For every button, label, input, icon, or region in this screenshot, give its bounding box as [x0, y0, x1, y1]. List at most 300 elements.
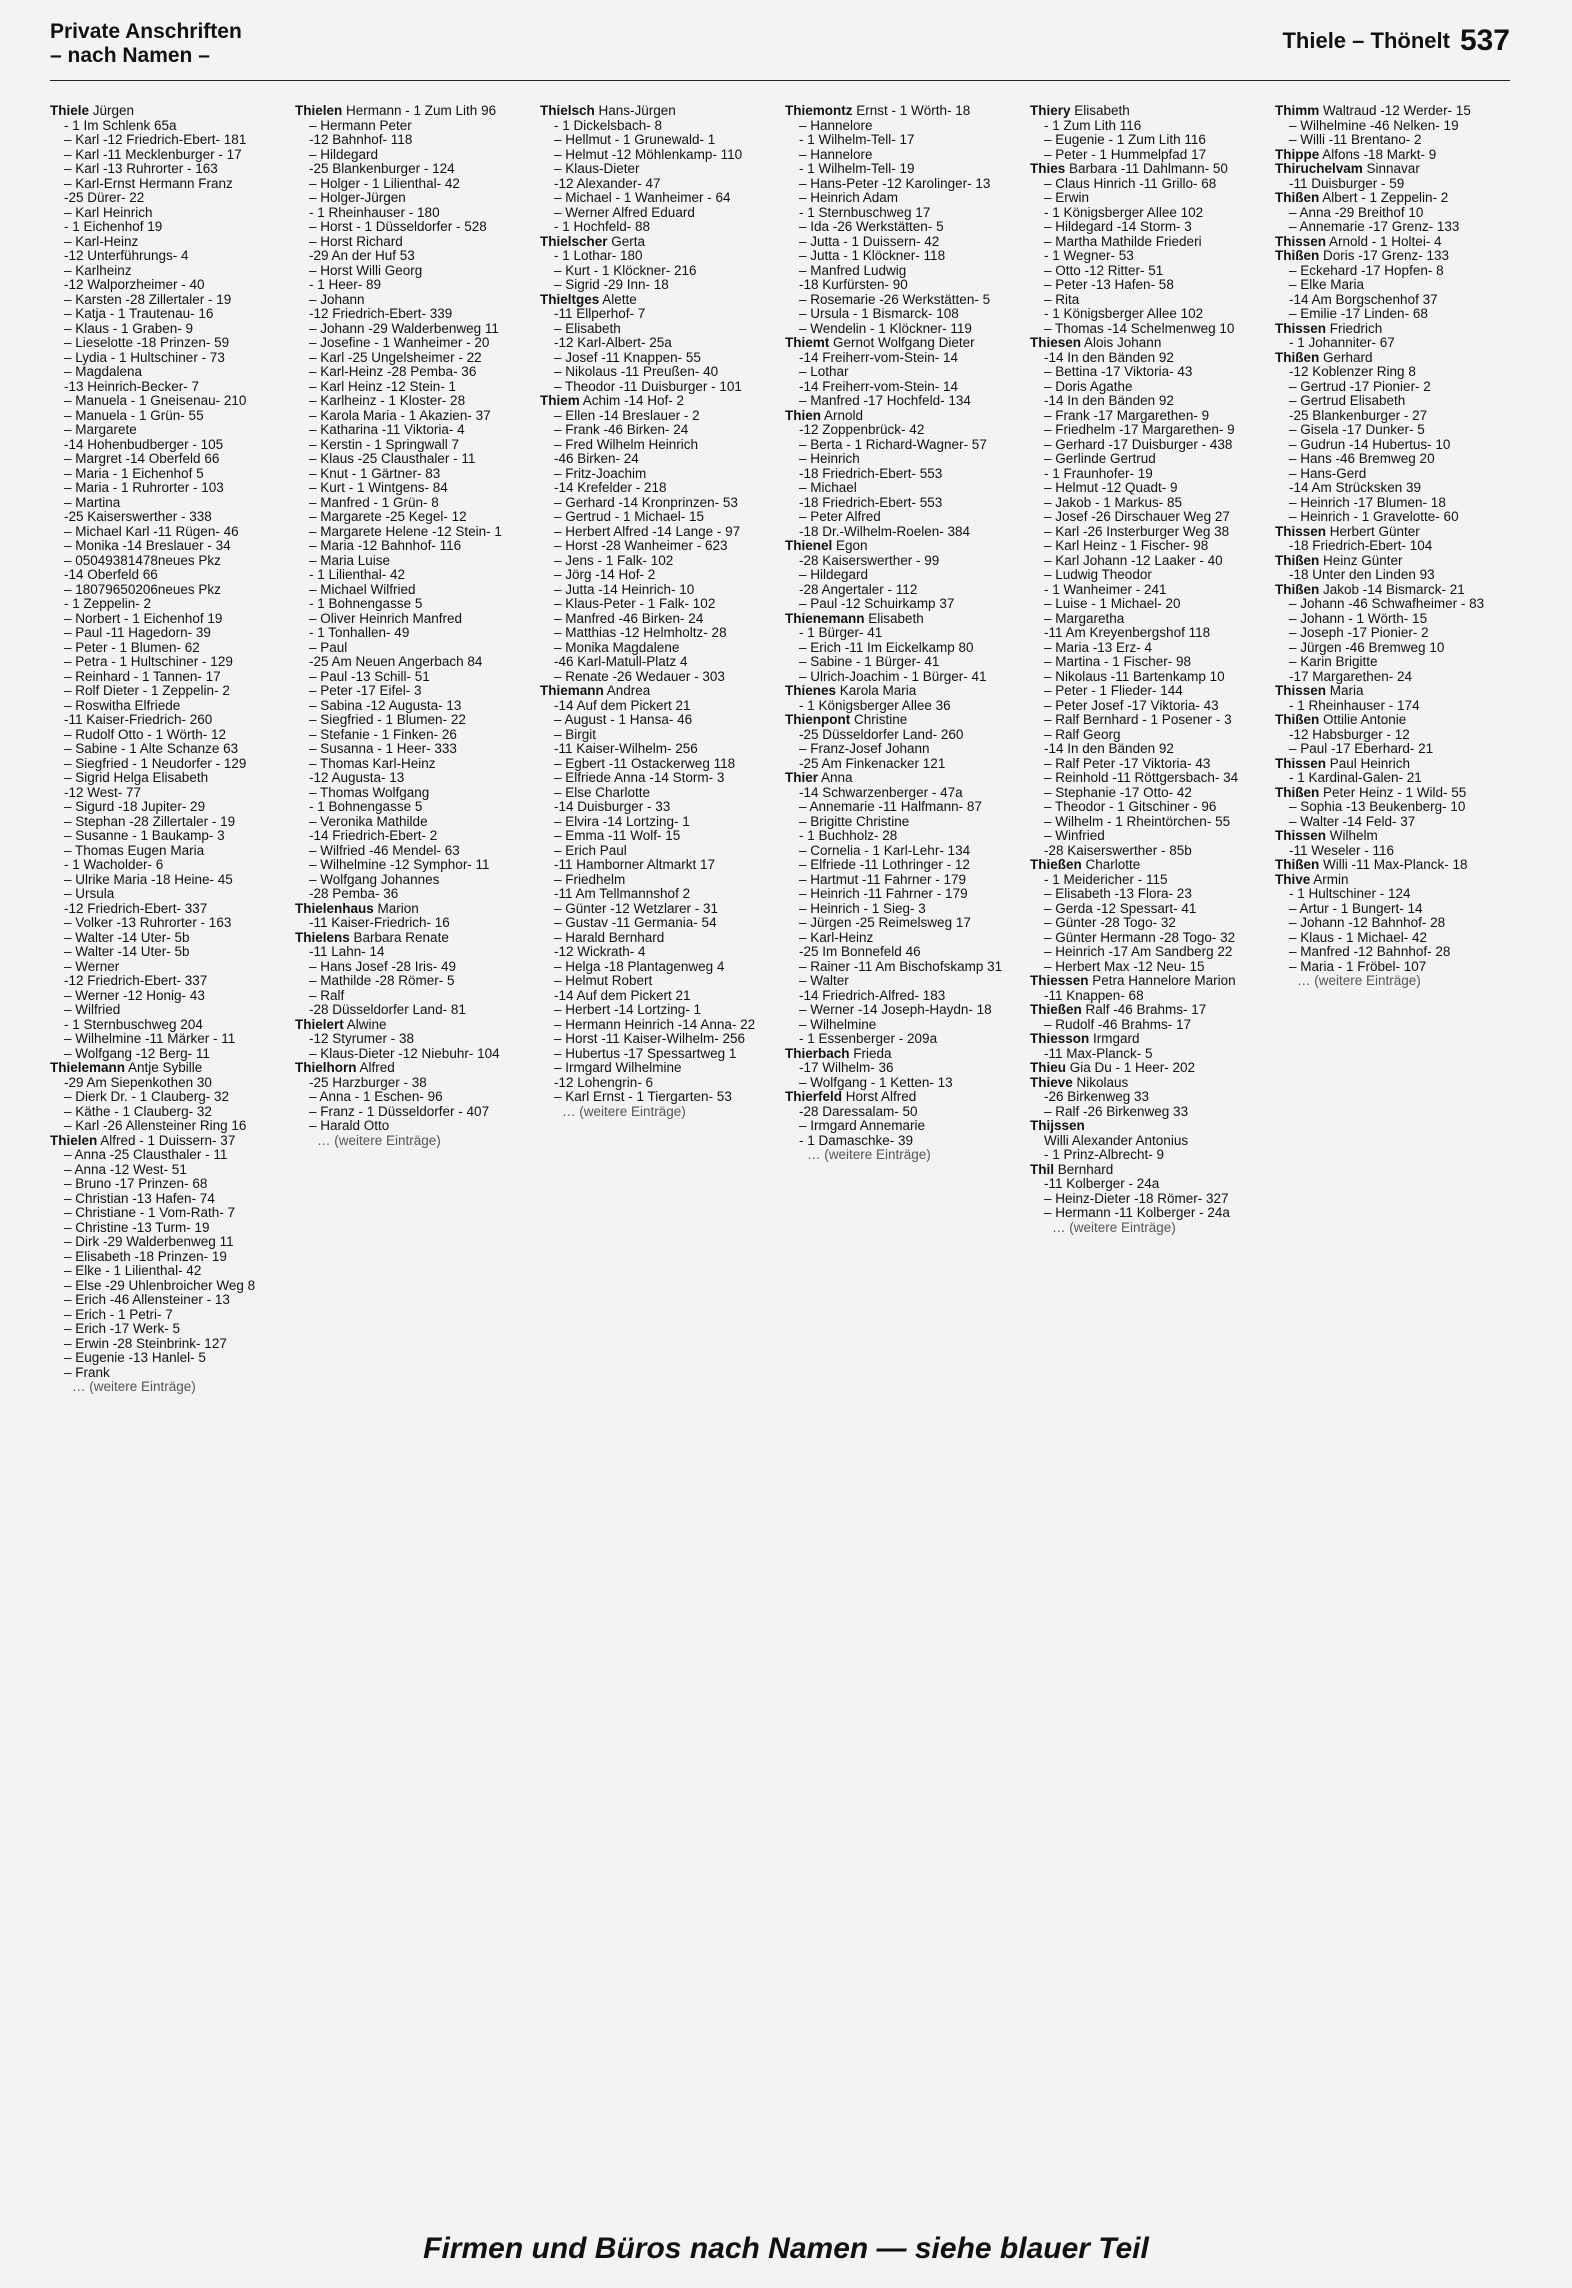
directory-entry-line: – Josef -11 Knappen- 55 — [554, 349, 701, 365]
surname: Thielen — [295, 103, 343, 118]
directory-entry-line: – Peter Alfred — [799, 509, 881, 524]
directory-entry-line: -14 Krefelder - 218 — [554, 480, 667, 495]
directory-entry-line: – Erwin — [1044, 190, 1090, 205]
directory-entry-line: – Maria - 1 Ruhrorter - 103 — [64, 480, 224, 495]
surname: Thippe — [1275, 146, 1320, 162]
directory-entry-line: – Rita — [1044, 291, 1080, 307]
surname: Thiruchelvam — [1275, 161, 1363, 176]
surname: Thißen — [1275, 248, 1320, 263]
directory-entry-line: -12 Styrumer - 38 — [309, 1031, 415, 1046]
surname: Thierbach — [785, 1045, 850, 1061]
directory-entry-line: – Peter Josef -17 Viktoria- 43 — [1044, 697, 1219, 713]
surname: Thiem — [540, 393, 580, 408]
surname: Thiele — [50, 103, 90, 118]
directory-entry-line: – Walter -14 Uter- 5b — [64, 944, 190, 959]
directory-entry-line: – Karl -25 Ungelsheimer - 22 — [309, 349, 482, 365]
directory-entry-line: – Magdalena — [64, 364, 143, 379]
directory-entry-line: – Klaus-Dieter -12 Niebuhr- 104 — [309, 1045, 500, 1061]
directory-entry-line: – Karl Ernst - 1 Tiergarten- 53 — [554, 1089, 732, 1104]
directory-entry-line: -25 Am Neuen Angerbach 84 — [309, 654, 483, 669]
directory-entry-head — [295, 902, 533, 917]
directory-entry-line: – Johann -12 Bahnhof- 28 — [1289, 915, 1446, 930]
first-name-address: Hermann - 1 Zum Lith 96 — [342, 103, 497, 118]
directory-entry-line: -11 Kolberger - 24a — [1044, 1176, 1160, 1191]
directory-entry-head — [1275, 583, 1513, 598]
directory-entry-line: – Elke Maria — [1289, 277, 1365, 292]
first-name-address: Antje Sybille — [125, 1060, 203, 1075]
directory-entry-line: -14 In den Bänden 92 — [1044, 741, 1174, 756]
directory-entry-line: - 1 Eichenhof 19 — [64, 219, 163, 234]
directory-entry-line: – Hildegard — [799, 567, 869, 582]
directory-entry-line: – Gustav -11 Germania- 54 — [554, 915, 717, 930]
directory-entry-line: – Michael Karl -11 Rügen- 46 — [64, 523, 239, 539]
directory-entry-line: - 1 Meidericher - 115 — [1044, 871, 1168, 887]
surname: Thiesen — [1030, 335, 1082, 350]
directory-entry-line: – Ralf -26 Birkenweg 33 — [1044, 1103, 1189, 1119]
directory-entry-line: – Else -29 Uhlenbroicher Weg 8 — [64, 1277, 256, 1293]
surname: Thielert — [295, 1016, 344, 1032]
directory-entry-line: – Hannelore — [799, 146, 873, 162]
directory-entry-line: - 1 Tonhallen- 49 — [309, 625, 410, 640]
directory-entry-line: – Gerhard -17 Duisburger - 438 — [1044, 436, 1233, 452]
surname: Thiesson — [1030, 1031, 1090, 1046]
directory-entry-line: -18 Unter den Linden 93 — [1289, 567, 1435, 582]
directory-entry-line: – Klaus-Peter - 1 Falk- 102 — [554, 596, 716, 611]
directory-entry-line: - 1 Essenberger - 209a — [799, 1031, 938, 1046]
footer-note: Firmen und Büros nach Namen — siehe blauer Teil — [423, 2232, 1149, 2265]
directory-entry-line: – Heinrich Adam — [799, 190, 899, 205]
directory-entry-head — [1030, 104, 1268, 119]
directory-entry-line: – Werner -14 Joseph-Haydn- 18 — [799, 1002, 992, 1017]
surname: Thißen — [1275, 857, 1320, 872]
directory-entry-line: – Thomas Eugen Maria — [64, 842, 205, 858]
directory-entry-line: – Hans-Gerd — [1289, 465, 1367, 481]
directory-entry-line: – Petra - 1 Hultschiner - 129 — [64, 654, 233, 669]
directory-entry-line: – Josefine - 1 Wanheimer - 20 — [309, 335, 490, 350]
directory-entry-line: – Martina — [64, 494, 121, 510]
directory-entry-line: – Artur - 1 Bungert- 14 — [1289, 900, 1423, 916]
directory-entry-line: -28 Pemba- 36 — [309, 886, 399, 901]
surname: Thive — [1275, 871, 1311, 887]
directory-entry-line: – Jürgen -25 Reimelsweg 17 — [799, 915, 971, 930]
directory-entry-line: – Hermann -11 Kolberger - 24a — [1044, 1205, 1230, 1220]
directory-entry-line: – Herbert -14 Lortzing- 1 — [554, 1002, 702, 1017]
directory-entry-line: – Helmut -12 Quadt- 9 — [1044, 480, 1178, 495]
directory-entry-line: -12 Augusta- 13 — [309, 770, 405, 785]
first-name-address: Christine — [850, 712, 908, 727]
directory-entry-line: - 1 Rheinhauser - 180 — [309, 204, 440, 220]
directory-entry-line: – Peter - 1 Blumen- 62 — [64, 639, 200, 655]
directory-entry-head — [1275, 829, 1513, 844]
directory-entry-line: – Monika -14 Breslauer - 34 — [64, 538, 231, 553]
directory-entry-line: - 1 Damaschke- 39 — [799, 1132, 914, 1148]
directory-entry-line: – Roswitha Elfriede — [64, 697, 181, 713]
directory-entry-head — [785, 336, 1023, 351]
directory-entry-line: - 1 Wanheimer - 241 — [1044, 581, 1167, 597]
surname: Thiessen — [1030, 973, 1089, 988]
directory-entry-line: – Anna -25 Clausthaler - 11 — [64, 1147, 228, 1162]
directory-entry-line: -12 Koblenzer Ring 8 — [1289, 364, 1416, 379]
surname: Thielens — [295, 929, 350, 945]
first-name-address: Peter Heinz - 1 Wild- 55 — [1319, 784, 1467, 800]
directory-entry-line: – Hannelore — [799, 117, 873, 133]
directory-entry-head — [1275, 235, 1513, 250]
directory-entry-line: – Lieselotte -18 Prinzen- 59 — [64, 335, 230, 350]
directory-entry-line: – Wilhelm - 1 Rheintörchen- 55 — [1044, 813, 1231, 829]
directory-entry-line: – Hermann Peter — [309, 117, 412, 133]
first-name-address: Elisabeth — [864, 610, 924, 626]
first-name-address: Gerhard — [1319, 349, 1373, 365]
surname: Thienemann — [785, 610, 865, 626]
directory-entry-line: - 1 Fraunhofer- 19 — [1044, 465, 1153, 481]
directory-entry-line: – Jörg -14 Hof- 2 — [554, 567, 656, 582]
directory-entry-line: – Susanna - 1 Heer- 333 — [309, 741, 457, 756]
directory-entry-head — [1275, 786, 1513, 801]
directory-entry-line: -12 Friedrich-Ebert- 339 — [309, 306, 453, 321]
directory-entry-line: – Elvira -14 Lortzing- 1 — [554, 813, 690, 829]
directory-entry-line: – Manfred Ludwig — [799, 262, 907, 278]
directory-entry-line: – Eugenie -13 Hanlel- 5 — [64, 1350, 206, 1365]
directory-entry-line: – Frank — [64, 1364, 110, 1380]
directory-entry-line: - 1 Bürger- 41 — [799, 625, 883, 640]
directory-entry-line: – Dirk -29 Walderbenweg 11 — [64, 1234, 234, 1249]
directory-entry-line: – Walter — [799, 973, 849, 988]
directory-entry-line: – Paul — [309, 639, 348, 655]
directory-entry-line: – Ralf Peter -17 Viktoria- 43 — [1044, 755, 1211, 771]
surname: Thießen — [1030, 1002, 1082, 1017]
directory-entry-line: – Heinrich - 1 Sieg- 3 — [799, 900, 926, 916]
directory-entry-line: – Fritz-Joachim — [554, 465, 647, 481]
directory-entry-line: – Monika Magdalene — [554, 639, 680, 655]
directory-entry-line: – Frank -17 Margarethen- 9 — [1044, 407, 1210, 423]
directory-entry-line: – Fred Wilhelm Heinrich — [554, 436, 699, 452]
directory-entry-line: – Karin Brigitte — [1289, 654, 1378, 669]
directory-entry-line: – Eugenie - 1 Zum Lith 116 — [1044, 132, 1206, 147]
directory-entry-line: – Karl-Heinz -28 Pemba- 36 — [309, 364, 477, 379]
directory-entry-line: - 1 Dickelsbach- 8 — [554, 117, 663, 133]
directory-entry-line: – Katharina -11 Viktoria- 4 — [309, 422, 465, 437]
first-name-address: Karola Maria — [836, 683, 917, 698]
directory-entry-line: -11 Lahn- 14 — [309, 944, 385, 959]
directory-entry-line: -12 Wickrath- 4 — [554, 944, 646, 959]
directory-entry-line: – Birgit — [554, 726, 597, 742]
surname: Thielsch — [540, 103, 595, 118]
directory-entry-head — [785, 771, 1023, 786]
first-name-address: Alwine — [343, 1016, 387, 1032]
surname: Thiery — [1030, 103, 1071, 118]
first-name-address: Jürgen — [89, 103, 135, 118]
directory-entry-line: – Ralf Georg — [1044, 726, 1121, 742]
directory-entry-line: – Karl-Ernst Hermann Franz — [64, 175, 233, 191]
directory-entry-line: – Michael - 1 Wanheimer - 64 — [554, 190, 731, 205]
directory-entry-line: – Willi -11 Brentano- 2 — [1289, 132, 1422, 147]
directory-entry-line: – Gertrud -17 Pionier- 2 — [1289, 378, 1431, 394]
directory-entry-head — [1275, 162, 1513, 177]
surname: Thieltges — [540, 291, 600, 307]
directory-column-6 — [1275, 100, 1513, 2220]
directory-entry-line: – Annemarie -11 Halfmann- 87 — [799, 799, 982, 814]
directory-entry-head — [1275, 525, 1513, 540]
directory-entry-line: – Maria Luise — [309, 552, 391, 568]
directory-entry-line: – Gisela -17 Dunker- 5 — [1289, 422, 1425, 437]
directory-entry-line: – Rosemarie -26 Werkstätten- 5 — [799, 291, 991, 307]
directory-entry-line: – Ellen -14 Breslauer - 2 — [554, 407, 700, 423]
directory-entry-line: – Stephan -28 Zillertaler - 19 — [64, 813, 236, 829]
surname: Thißen — [1275, 784, 1320, 800]
directory-entry-line: -25 Dürer- 22 — [64, 190, 145, 205]
directory-entry-line: - 1 Lilienthal- 42 — [309, 567, 406, 582]
directory-entry-line: – Elisabeth -13 Flora- 23 — [1044, 886, 1192, 901]
first-name-address: Armin — [1310, 871, 1349, 887]
first-name-address: Alette — [599, 291, 637, 307]
directory-entry-line: – Michael Wilfried — [309, 581, 416, 597]
directory-entry-line: - 1 Prinz-Albrecht- 9 — [1044, 1147, 1165, 1162]
directory-more: … (weitere Einträge) — [562, 1103, 686, 1119]
directory-entry-line: – Maria - 1 Fröbel- 107 — [1289, 958, 1427, 974]
directory-entry-head — [540, 235, 778, 250]
directory-entry-head — [1275, 757, 1513, 772]
directory-entry-line: -25 Im Bonnefeld 46 — [799, 944, 921, 959]
directory-entry-line: – Anna -29 Breithof 10 — [1289, 204, 1424, 220]
directory-entry-head — [1275, 858, 1513, 873]
directory-entry-line: -12 West- 77 — [64, 784, 142, 800]
first-name-address: Gernot Wolfgang Dieter — [829, 335, 975, 350]
directory-entry-line: -18 Dr.-Wilhelm-Roelen- 384 — [799, 523, 971, 539]
directory-entry-line: -46 Birken- 24 — [554, 451, 639, 466]
directory-entry-line: - 1 Hultschiner - 124 — [1289, 886, 1411, 901]
directory-entry-line: – Christiane - 1 Vom-Rath- 7 — [64, 1205, 236, 1220]
directory-entry-line: – Jürgen -46 Bremweg 10 — [1289, 639, 1445, 655]
directory-entry-line: - 1 Kardinal-Galen- 21 — [1289, 770, 1422, 785]
directory-entry-head — [1030, 858, 1268, 873]
directory-entry-line: -12 Zoppenbrück- 42 — [799, 422, 925, 437]
directory-column-3 — [540, 100, 778, 2220]
directory-entry-line: – Horst -28 Wanheimer - 623 — [554, 538, 728, 553]
directory-entry-line: – Emilie -17 Linden- 68 — [1289, 306, 1428, 321]
first-name-address: Frieda — [849, 1045, 892, 1061]
directory-entry-line: – Paul -13 Schill- 51 — [309, 668, 430, 684]
directory-entry-line: – Michael — [799, 480, 857, 495]
directory-entry-head — [1275, 554, 1513, 569]
directory-entry-line: – Paul -11 Hagedorn- 39 — [64, 625, 211, 640]
directory-entry-line: – Karsten -28 Zillertaler - 19 — [64, 291, 232, 307]
directory-entry-head — [50, 104, 288, 119]
directory-entry-line: – Klaus-Dieter — [554, 161, 640, 176]
directory-entry-line: – Hartmut -11 Fahrner - 179 — [799, 871, 967, 887]
directory-entry-line: -14 Freiherr-vom-Stein- 14 — [799, 349, 959, 365]
directory-entry-head — [1275, 104, 1513, 119]
first-name-address: Hans-Jürgen — [594, 103, 676, 118]
directory-entry-line: – Heinrich -17 Am Sandberg 22 — [1044, 944, 1233, 959]
directory-entry-line: – Sabina -12 Augusta- 13 — [309, 697, 462, 713]
first-name-address: Egon — [832, 538, 868, 553]
surname: Thielhorn — [295, 1060, 357, 1075]
directory-entry-head — [785, 684, 1023, 699]
first-name-address: Gerta — [607, 233, 646, 249]
directory-entry-line: -14 Friedrich-Ebert- 2 — [309, 828, 438, 843]
directory-entry-line: – Paul -12 Schuirkamp 37 — [799, 596, 955, 611]
directory-entry-line: – Jakob - 1 Markus- 85 — [1044, 494, 1183, 510]
directory-entry-line: -25 Am Finkenacker 121 — [799, 755, 946, 771]
directory-entry-line: - 1 Zeppelin- 2 — [64, 596, 152, 611]
directory-entry-line: – Erich - 1 Petri- 7 — [64, 1306, 173, 1322]
directory-entry-line: -12 Friedrich-Ebert- 337 — [64, 900, 208, 916]
surname: Thil — [1030, 1161, 1054, 1177]
first-name-address: Bernhard — [1054, 1161, 1114, 1177]
directory-entry-line: – Joseph -17 Pionier- 2 — [1289, 625, 1429, 640]
directory-entry-line: – Annemarie -17 Grenz- 133 — [1289, 219, 1460, 234]
first-name-address: Anna — [818, 770, 853, 785]
surname: Thierfeld — [785, 1089, 843, 1104]
surname: Thieu — [1030, 1060, 1066, 1075]
first-name-address: Paul Heinrich — [1326, 755, 1411, 771]
directory-entry-line: – Anna - 1 Eschen- 96 — [309, 1089, 443, 1104]
directory-entry-line: - 1 Wacholder- 6 — [64, 857, 164, 872]
first-name-address: Elisabeth — [1070, 103, 1130, 118]
first-name-address: Nikolaus — [1072, 1074, 1129, 1090]
directory-entry-line: – Karl -13 Ruhrorter - 163 — [64, 161, 218, 176]
directory-entry-line: - 1 Hochfeld- 88 — [554, 219, 651, 234]
directory-entry-line: – Karl-Heinz — [799, 929, 874, 945]
directory-entry-line: – Hildegard — [309, 146, 379, 162]
directory-entry-head — [785, 104, 1023, 119]
surname: Thissen — [1275, 755, 1327, 771]
directory-entry-line: -12 Walporzheimer - 40 — [64, 277, 205, 292]
directory-entry-head — [50, 1061, 288, 1076]
directory-entry-line: – Mathilde -28 Römer- 5 — [309, 973, 455, 988]
directory-entry-line: -46 Karl-Matull-Platz 4 — [554, 654, 688, 669]
directory-entry-line: -14 Auf dem Pickert 21 — [554, 697, 691, 713]
directory-entry-line: -13 Heinrich-Becker- 7 — [64, 378, 200, 394]
directory-entry-line: – Wilhelmine — [799, 1016, 877, 1032]
directory-entry-line: – Martha Mathilde Friederi — [1044, 233, 1202, 249]
directory-entry-line: – Helga -18 Plantagenweg 4 — [554, 958, 725, 974]
directory-entry-line: – Renate -26 Wedauer - 303 — [554, 668, 725, 684]
directory-entry-line: -12 Alexander- 47 — [554, 175, 661, 191]
first-name-address: Alfons -18 Markt- 9 — [1319, 146, 1437, 162]
directory-entry-line: – Margaretha — [1044, 610, 1125, 626]
directory-entry-line: -14 In den Bänden 92 — [1044, 349, 1174, 365]
directory-entry-head — [1030, 162, 1268, 177]
page-header — [50, 18, 1510, 70]
directory-entry-head — [540, 394, 778, 409]
surname: Thissen — [1275, 320, 1327, 336]
surname: Thiemann — [540, 683, 604, 698]
directory-entry-line: – Wilhelmine -11 Märker - 11 — [64, 1031, 236, 1046]
directory-entry-head — [1030, 1061, 1268, 1076]
directory-entry-head — [295, 1018, 533, 1033]
directory-entry-line: – Herbert Max -12 Neu- 15 — [1044, 958, 1205, 974]
directory-entry-line: – Johann -46 Schwafheimer - 83 — [1289, 596, 1485, 611]
directory-entry-line: - 1 Königsberger Allee 102 — [1044, 306, 1204, 321]
directory-entry-line: – Erich -17 Werk- 5 — [64, 1321, 181, 1336]
directory-entry-line: – Hildegard -14 Storm- 3 — [1044, 219, 1192, 234]
first-name-address: Achim -14 Hof- 2 — [579, 393, 685, 408]
directory-entry-line: -14 Friedrich-Alfred- 183 — [799, 987, 946, 1003]
directory-entry-line: -29 Am Siepenkothen 30 — [64, 1074, 212, 1090]
directory-entry-line: -28 Daressalam- 50 — [799, 1103, 918, 1119]
directory-entry-line: – Manfred -12 Bahnhof- 28 — [1289, 944, 1451, 959]
first-name-address: Wilhelm — [1326, 828, 1378, 843]
directory-entry-head — [785, 409, 1023, 424]
directory-entry-line: – Margarete -25 Kegel- 12 — [309, 509, 467, 524]
directory-entry-line: – Elfriede Anna -14 Storm- 3 — [554, 770, 725, 785]
directory-entry-line: – Karl -12 Friedrich-Ebert- 181 — [64, 132, 247, 147]
directory-entry-line: – Peter -13 Hafen- 58 — [1044, 277, 1174, 292]
directory-entry-line: – Siegfried - 1 Neudorfer - 129 — [64, 755, 247, 771]
first-name-address: Alfred — [356, 1060, 395, 1075]
directory-entry-line: – Horst Willi Georg — [309, 262, 423, 278]
directory-entry-line: – Karola Maria - 1 Akazien- 37 — [309, 407, 491, 423]
directory-entry-head — [1030, 1003, 1268, 1018]
directory-entry-head — [1030, 974, 1268, 989]
directory-column-4 — [785, 100, 1023, 2220]
surname: Thienel — [785, 538, 833, 553]
directory-entry-line: – Karl -11 Mecklenburger - 17 — [64, 146, 242, 162]
directory-entry-line: – Christian -13 Hafen- 74 — [64, 1190, 215, 1206]
directory-entry-line: -28 Kaiserswerther - 99 — [799, 552, 940, 568]
directory-entry-line: -25 Blankenburger - 124 — [309, 161, 455, 176]
directory-entry-head — [540, 684, 778, 699]
directory-entry-line: – Peter - 1 Hummelpfad 17 — [1044, 146, 1207, 162]
directory-entry-line: -11 Max-Planck- 5 — [1044, 1045, 1153, 1061]
directory-column-1 — [50, 100, 288, 2220]
directory-entry-line: - 1 Wilhelm-Tell- 17 — [799, 132, 915, 147]
surname: Thielscher — [540, 233, 608, 249]
directory-entry-line: - 1 Wegner- 53 — [1044, 248, 1134, 263]
directory-entry-line: – Ursula - 1 Bismarck- 108 — [799, 306, 959, 321]
first-name-address: Charlotte — [1081, 857, 1141, 872]
directory-entry-line: - 1 Bohnengasse 5 — [309, 596, 423, 611]
directory-entry-line: – Susanne - 1 Baukamp- 3 — [64, 828, 225, 843]
directory-entry-line: – Lothar — [799, 364, 849, 379]
directory-more: … (weitere Einträge) — [1052, 1219, 1176, 1235]
first-name-address: Marion — [373, 900, 419, 916]
directory-entry-line: – Egbert -11 Ostackerweg 118 — [554, 755, 736, 771]
directory-entry-line: – Ida -26 Werkstätten- 5 — [799, 219, 944, 234]
directory-entry-line: – Ludwig Theodor — [1044, 567, 1152, 582]
directory-entry-line: - 1 Königsberger Allee 102 — [1044, 204, 1204, 220]
directory-entry-line: – Rudolf -46 Brahms- 17 — [1044, 1016, 1192, 1032]
first-name-address: Sinnavar — [1362, 161, 1420, 176]
directory-entry-line: – Helmut Robert — [554, 973, 653, 988]
surname: Thiemontz — [785, 103, 853, 118]
directory-entry-line: – Margarete Helene -12 Stein- 1 — [309, 523, 502, 539]
directory-entry-line: – Ulrich-Joachim - 1 Bürger- 41 — [799, 668, 987, 684]
directory-entry-line: – Karl-Heinz — [64, 233, 139, 249]
directory-entry-line: – Claus Hinrich -11 Grillo- 68 — [1044, 175, 1217, 191]
surname: Thieve — [1030, 1074, 1073, 1090]
directory-entry-line: – Theodor -11 Duisburger - 101 — [554, 378, 742, 394]
directory-entry-line: -11 Kaiser-Wilhelm- 256 — [554, 741, 698, 756]
directory-entry-line: – Erwin -28 Steinbrink- 127 — [64, 1335, 227, 1351]
directory-entry-head — [1030, 336, 1268, 351]
page-number: 537 — [1459, 24, 1510, 57]
directory-entry-line: – Ursula — [64, 886, 115, 901]
section-title-line1: Private Anschriften — [50, 20, 242, 43]
directory-entry-line: -18 Kurfürsten- 90 — [799, 277, 908, 292]
first-name-address: Albert - 1 Zeppelin- 2 — [1319, 190, 1449, 205]
directory-entry-line: - 1 Zum Lith 116 — [1044, 117, 1142, 133]
directory-entry-line: – Hellmut - 1 Grunewald- 1 — [554, 132, 716, 147]
directory-entry-line: – Gerlinde Gertrud — [1044, 451, 1156, 466]
directory-entry-line: - 1 Im Schlenk 65a — [64, 117, 177, 133]
directory-entry-line: – Klaus - 1 Michael- 42 — [1289, 929, 1428, 945]
directory-entry-line: – Jutta - 1 Klöckner- 118 — [799, 248, 946, 263]
directory-entry-line: -18 Friedrich-Ebert- 553 — [799, 465, 943, 481]
directory-entry-line: – Reinhard - 1 Tannen- 17 — [64, 668, 221, 684]
directory-entry-line: – Helmut -12 Möhlenkamp- 110 — [554, 146, 743, 162]
